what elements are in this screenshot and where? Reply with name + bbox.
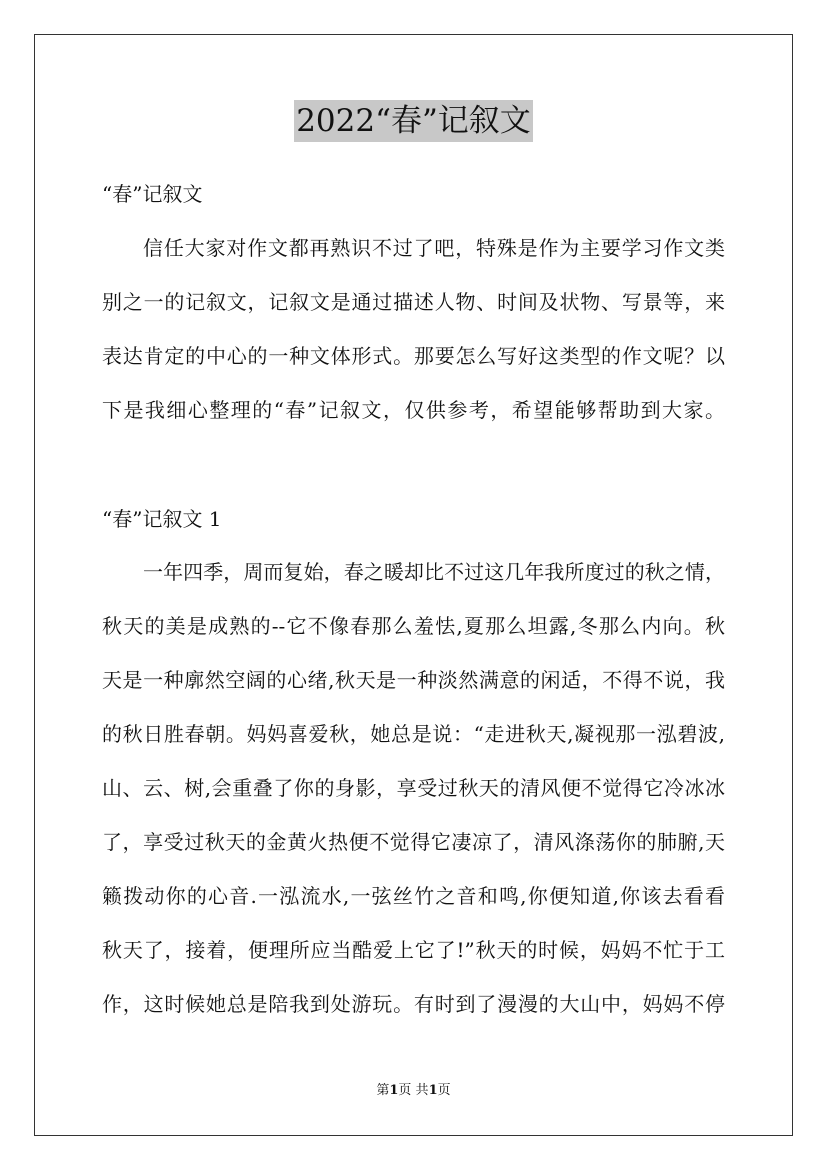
footer-page-current: 1 (389, 1083, 399, 1098)
body-line: 的秋日胜春朝。妈妈喜爱秋，她总是说：“走进秋天,凝视那一泓碧波, (102, 722, 725, 746)
body-line: 籁拨动你的心音.一泓流水,一弦丝竹之音和鸣,你便知道,你该去看看 (102, 884, 725, 908)
body-line: 天是一种廓然空阔的心绪,秋天是一种淡然满意的闲适，不得不说，我 (102, 668, 725, 692)
document-title: 2022“春”记叙文 (294, 100, 533, 142)
section-heading: “春”记叙文 1 (102, 507, 222, 531)
body-line: 秋天了，接着，便理所应当酷爱上它了!”秋天的时候，妈妈不忙于工 (102, 938, 725, 962)
body-line: 山、云、树,会重叠了你的身影，享受过秋天的清风便不觉得它冷冰冰 (102, 776, 725, 800)
footer-page-prefix: 第 (376, 1083, 390, 1098)
body-line: 了，享受过秋天的金黄火热便不觉得它凄凉了，清风涤荡你的肺腑,天 (102, 830, 725, 854)
document-subtitle: “春”记叙文 (102, 182, 203, 206)
intro-line: 信任大家对作文都再熟识不过了吧，特殊是作为主要学习作文类 (143, 236, 725, 260)
footer-page-mid: 页 共 (398, 1083, 429, 1098)
footer-page-total: 1 (428, 1083, 438, 1098)
body-line: 作，这时候她总是陪我到处游玩。有时到了漫漫的大山中，妈妈不停 (102, 992, 725, 1016)
intro-line: 下是我细心整理的“春”记叙文，仅供参考，希望能够帮助到大家。 (102, 398, 725, 422)
page-footer (0, 1082, 827, 1100)
intro-line: 别之一的记叙文，记叙文是通过描述人物、时间及状物、写景等，来 (102, 290, 725, 314)
footer-page-suffix: 页 (437, 1083, 451, 1098)
body-line: 一年四季，周而复始，春之暖却比不过这几年我所度过的秋之情， (143, 560, 725, 584)
title-container (0, 100, 827, 142)
intro-line: 表达肯定的中心的一种文体形式。那要怎么写好这类型的作文呢？以 (102, 344, 725, 368)
body-line: 秋天的美是成熟的--它不像春那么羞怯,夏那么坦露,冬那么内向。秋 (102, 614, 725, 638)
